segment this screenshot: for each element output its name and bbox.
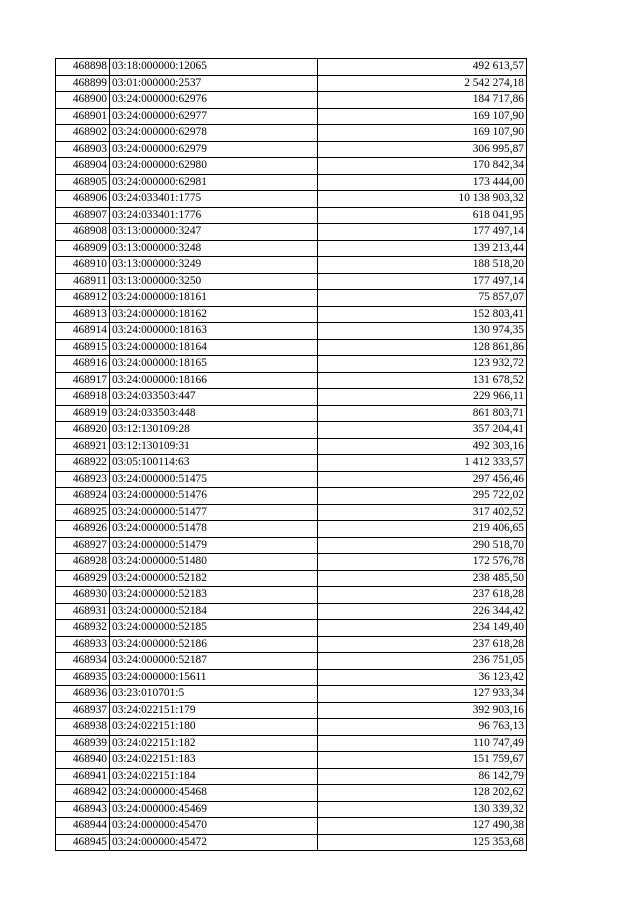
cadastral-value: 297 456,46	[318, 471, 527, 488]
cadastral-value: 618 041,95	[318, 207, 527, 224]
cadastral-value: 184 717,86	[318, 92, 527, 109]
table-row	[56, 372, 527, 389]
row-number: 468944	[56, 818, 110, 835]
table-row	[56, 191, 527, 208]
cadastral-number: 03:24:000000:51477	[110, 504, 318, 521]
cadastral-number: 03:24:000000:45468	[110, 785, 318, 802]
cadastral-number: 03:24:033401:1776	[110, 207, 318, 224]
table-row	[56, 108, 527, 125]
cadastral-number: 03:24:000000:51478	[110, 521, 318, 538]
cadastral-number: 03:13:000000:3250	[110, 273, 318, 290]
cadastral-number: 03:24:022151:183	[110, 752, 318, 769]
cadastral-number: 03:24:000000:62977	[110, 108, 318, 125]
table-row	[56, 306, 527, 323]
row-number: 468941	[56, 768, 110, 785]
cadastral-number: 03:24:022151:184	[110, 768, 318, 785]
cadastral-number: 03:24:033401:1775	[110, 191, 318, 208]
table-row	[56, 290, 527, 307]
row-number: 468905	[56, 174, 110, 191]
row-number: 468932	[56, 620, 110, 637]
table-row	[56, 504, 527, 521]
cadastral-number: 03:24:000000:51476	[110, 488, 318, 505]
row-number: 468900	[56, 92, 110, 109]
table-row	[56, 92, 527, 109]
row-number: 468922	[56, 455, 110, 472]
row-number: 468921	[56, 438, 110, 455]
cadastral-value: 130 339,32	[318, 801, 527, 818]
row-number: 468937	[56, 702, 110, 719]
cadastral-number: 03:24:033503:448	[110, 405, 318, 422]
table-row	[56, 323, 527, 340]
cadastral-number: 03:24:000000:52182	[110, 570, 318, 587]
table-row	[56, 389, 527, 406]
table-row	[56, 356, 527, 373]
table-row	[56, 537, 527, 554]
table-row	[56, 768, 527, 785]
row-number: 468933	[56, 636, 110, 653]
table-row	[56, 158, 527, 175]
table-row	[56, 636, 527, 653]
cadastral-value: 10 138 903,32	[318, 191, 527, 208]
table-row	[56, 653, 527, 670]
cadastral-number: 03:24:000000:62976	[110, 92, 318, 109]
cadastral-number: 03:24:000000:15611	[110, 669, 318, 686]
table-row	[56, 125, 527, 142]
row-number: 468913	[56, 306, 110, 323]
cadastral-value: 226 344,42	[318, 603, 527, 620]
cadastral-value: 128 861,86	[318, 339, 527, 356]
row-number: 468904	[56, 158, 110, 175]
table-row	[56, 257, 527, 274]
cadastral-value: 219 406,65	[318, 521, 527, 538]
row-number: 468906	[56, 191, 110, 208]
cadastral-number: 03:24:000000:52186	[110, 636, 318, 653]
table-row	[56, 554, 527, 571]
cadastral-value: 237 618,28	[318, 636, 527, 653]
table-row	[56, 141, 527, 158]
table-row	[56, 240, 527, 257]
cadastral-value: 152 803,41	[318, 306, 527, 323]
row-number: 468920	[56, 422, 110, 439]
table-row	[56, 207, 527, 224]
cadastral-number: 03:12:130109:28	[110, 422, 318, 439]
table-row	[56, 273, 527, 290]
cadastral-number: 03:24:000000:52183	[110, 587, 318, 604]
row-number: 468923	[56, 471, 110, 488]
cadastral-number: 03:24:000000:45469	[110, 801, 318, 818]
cadastral-number: 03:24:000000:18166	[110, 372, 318, 389]
row-number: 468936	[56, 686, 110, 703]
table-row	[56, 735, 527, 752]
row-number: 468940	[56, 752, 110, 769]
row-number: 468908	[56, 224, 110, 241]
table-row	[56, 339, 527, 356]
cadastral-number: 03:13:000000:3249	[110, 257, 318, 274]
cadastral-value: 492 613,57	[318, 59, 527, 76]
cadastral-value: 238 485,50	[318, 570, 527, 587]
row-number: 468942	[56, 785, 110, 802]
cadastral-value: 127 490,38	[318, 818, 527, 835]
table-row	[56, 669, 527, 686]
row-number: 468945	[56, 834, 110, 851]
cadastral-number: 03:24:000000:52184	[110, 603, 318, 620]
row-number: 468916	[56, 356, 110, 373]
table-row	[56, 686, 527, 703]
cadastral-value: 357 204,41	[318, 422, 527, 439]
row-number: 468938	[56, 719, 110, 736]
table-row	[56, 752, 527, 769]
cadastral-number: 03:24:000000:18161	[110, 290, 318, 307]
cadastral-value: 123 932,72	[318, 356, 527, 373]
cadastral-number: 03:24:000000:52187	[110, 653, 318, 670]
cadastral-number: 03:24:033503:447	[110, 389, 318, 406]
row-number: 468935	[56, 669, 110, 686]
row-number: 468928	[56, 554, 110, 571]
table-row	[56, 59, 527, 76]
row-number: 468911	[56, 273, 110, 290]
row-number: 468919	[56, 405, 110, 422]
row-number: 468927	[56, 537, 110, 554]
row-number: 468898	[56, 59, 110, 76]
table-row	[56, 488, 527, 505]
cadastral-number: 03:24:000000:18164	[110, 339, 318, 356]
cadastral-value: 131 678,52	[318, 372, 527, 389]
cadastral-value: 295 722,02	[318, 488, 527, 505]
row-number: 468907	[56, 207, 110, 224]
table-row	[56, 785, 527, 802]
cadastral-number: 03:24:000000:51475	[110, 471, 318, 488]
cadastral-value: 151 759,67	[318, 752, 527, 769]
cadastral-value: 172 576,78	[318, 554, 527, 571]
cadastral-value: 128 202,62	[318, 785, 527, 802]
cadastral-value: 861 803,71	[318, 405, 527, 422]
cadastral-number: 03:24:000000:51480	[110, 554, 318, 571]
table-row	[56, 174, 527, 191]
table-row	[56, 620, 527, 637]
cadastral-value: 1 412 333,57	[318, 455, 527, 472]
table-row	[56, 438, 527, 455]
cadastral-value: 392 903,16	[318, 702, 527, 719]
table-row	[56, 570, 527, 587]
table-row	[56, 834, 527, 851]
cadastral-number: 03:24:000000:62981	[110, 174, 318, 191]
cadastral-value: 229 966,11	[318, 389, 527, 406]
cadastral-value: 130 974,35	[318, 323, 527, 340]
cadastral-value: 290 518,70	[318, 537, 527, 554]
cadastral-value: 36 123,42	[318, 669, 527, 686]
row-number: 468943	[56, 801, 110, 818]
cadastral-value: 75 857,07	[318, 290, 527, 307]
table-row	[56, 587, 527, 604]
cadastral-value-table	[55, 58, 527, 851]
row-number: 468902	[56, 125, 110, 142]
cadastral-number: 03:05:100114:63	[110, 455, 318, 472]
table-row	[56, 224, 527, 241]
table-row	[56, 603, 527, 620]
row-number: 468918	[56, 389, 110, 406]
table-row	[56, 405, 527, 422]
cadastral-value: 492 303,16	[318, 438, 527, 455]
cadastral-number: 03:12:130109:31	[110, 438, 318, 455]
row-number: 468915	[56, 339, 110, 356]
cadastral-value: 173 444,00	[318, 174, 527, 191]
row-number: 468926	[56, 521, 110, 538]
cadastral-number: 03:24:000000:18163	[110, 323, 318, 340]
cadastral-value: 125 353,68	[318, 834, 527, 851]
cadastral-value: 188 518,20	[318, 257, 527, 274]
cadastral-number: 03:18:000000:12065	[110, 59, 318, 76]
cadastral-value: 2 542 274,18	[318, 75, 527, 92]
cadastral-number: 03:13:000000:3248	[110, 240, 318, 257]
cadastral-value: 177 497,14	[318, 273, 527, 290]
row-number: 468903	[56, 141, 110, 158]
row-number: 468924	[56, 488, 110, 505]
row-number: 468912	[56, 290, 110, 307]
row-number: 468899	[56, 75, 110, 92]
cadastral-number: 03:23:010701:5	[110, 686, 318, 703]
cadastral-value: 110 747,49	[318, 735, 527, 752]
row-number: 468939	[56, 735, 110, 752]
cadastral-number: 03:24:000000:62979	[110, 141, 318, 158]
row-number: 468929	[56, 570, 110, 587]
table-row	[56, 455, 527, 472]
table-row	[56, 75, 527, 92]
row-number: 468931	[56, 603, 110, 620]
row-number: 468910	[56, 257, 110, 274]
cadastral-number: 03:24:000000:18165	[110, 356, 318, 373]
cadastral-number: 03:24:000000:62980	[110, 158, 318, 175]
cadastral-number: 03:01:000000:2537	[110, 75, 318, 92]
row-number: 468909	[56, 240, 110, 257]
cadastral-value: 306 995,87	[318, 141, 527, 158]
row-number: 468934	[56, 653, 110, 670]
cadastral-number: 03:24:022151:179	[110, 702, 318, 719]
table-row	[56, 801, 527, 818]
table-body	[56, 59, 527, 851]
cadastral-value: 234 149,40	[318, 620, 527, 637]
cadastral-value: 237 618,28	[318, 587, 527, 604]
cadastral-value: 127 933,34	[318, 686, 527, 703]
cadastral-value: 86 142,79	[318, 768, 527, 785]
table-row	[56, 471, 527, 488]
cadastral-number: 03:24:000000:62978	[110, 125, 318, 142]
table-row	[56, 719, 527, 736]
cadastral-value: 139 213,44	[318, 240, 527, 257]
cadastral-value: 236 751,05	[318, 653, 527, 670]
table-row	[56, 702, 527, 719]
cadastral-number: 03:24:022151:182	[110, 735, 318, 752]
cadastral-value: 169 107,90	[318, 125, 527, 142]
cadastral-number: 03:24:022151:180	[110, 719, 318, 736]
cadastral-number: 03:24:000000:52185	[110, 620, 318, 637]
cadastral-number: 03:24:000000:18162	[110, 306, 318, 323]
cadastral-number: 03:24:000000:51479	[110, 537, 318, 554]
row-number: 468917	[56, 372, 110, 389]
cadastral-value: 177 497,14	[318, 224, 527, 241]
cadastral-value: 169 107,90	[318, 108, 527, 125]
table-row	[56, 422, 527, 439]
cadastral-value: 96 763,13	[318, 719, 527, 736]
row-number: 468930	[56, 587, 110, 604]
cadastral-value: 317 402,52	[318, 504, 527, 521]
cadastral-number: 03:13:000000:3247	[110, 224, 318, 241]
table-row	[56, 521, 527, 538]
row-number: 468901	[56, 108, 110, 125]
row-number: 468914	[56, 323, 110, 340]
row-number: 468925	[56, 504, 110, 521]
cadastral-number: 03:24:000000:45472	[110, 834, 318, 851]
cadastral-number: 03:24:000000:45470	[110, 818, 318, 835]
table-row	[56, 818, 527, 835]
cadastral-value: 170 842,34	[318, 158, 527, 175]
